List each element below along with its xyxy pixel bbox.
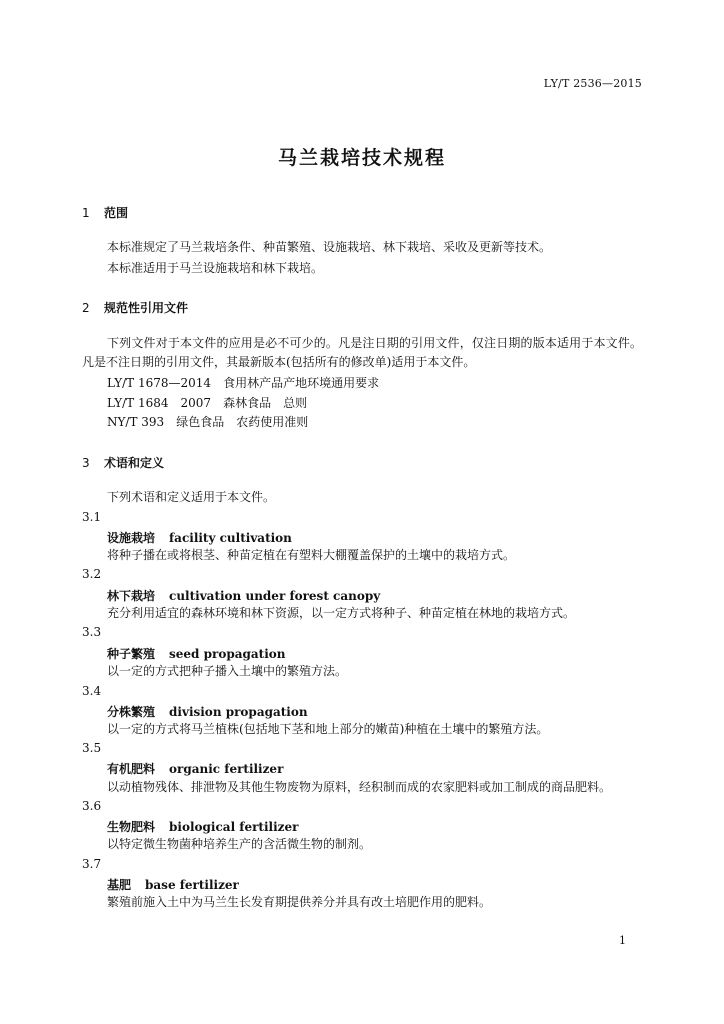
term-number: 3.4 [82,684,102,698]
term-heading [107,876,239,893]
term-en: division propagation [169,705,308,719]
term-en: seed propagation [169,647,286,661]
term-zh: 林下栽培 [107,589,156,603]
term-number: 3.5 [82,741,102,755]
term-definition: 以一定的方式将马兰植株(包括地下茎和地上部分的嫩苗)种植在土壤中的繁殖方法。 [107,722,549,736]
term-zh: 有机肥料 [107,762,156,776]
term-number: 3.7 [82,857,102,871]
term-number: 3.1 [82,510,102,524]
term-definition: 以一定的方式把种子播入土壤中的繁殖方法。 [107,664,348,678]
term-en: base fertilizer [145,878,239,892]
section-title: 术语和定义 [104,456,165,470]
term-definition: 以特定微生物菌种培养生产的含活微生物的制剂。 [107,837,372,851]
term-heading [107,818,298,835]
term-zh: 基肥 [107,878,132,892]
term-heading [107,587,380,604]
term-en: cultivation under forest canopy [169,589,381,603]
term-definition: 繁殖前施入土中为马兰生长发育期提供养分并具有改土培肥作用的肥料。 [107,895,492,909]
term-en: organic fertilizer [169,762,284,776]
section-number: 3 [82,456,90,470]
section-number: 2 [82,301,90,315]
section-3-heading [82,454,164,471]
terms-intro: 下列术语和定义适用于本文件。 [107,490,276,504]
section-2-heading [82,299,188,316]
term-definition: 以动植物残体、排泄物及其他生物废物为原料，经积制而成的农家肥料或加工制成的商品肥料。 [107,780,612,794]
document-title: 马兰栽培技术规程 [277,147,446,169]
standard-code: LY/T 2536—2015 [543,77,642,90]
term-number: 3.6 [82,799,102,813]
term-zh: 生物肥料 [107,820,156,834]
scope-line-2: 本标准适用于马兰设施栽培和林下栽培。 [107,261,324,275]
term-definition: 将种子播在或将根茎、种苗定植在有塑料大棚覆盖保护的土壤中的栽培方式。 [107,548,516,562]
term-heading [107,645,286,662]
scope-line-1: 本标准规定了马兰栽培条件、种苗繁殖、设施栽培、林下栽培、采收及更新等技术。 [107,240,552,254]
term-zh: 分株繁殖 [107,705,156,719]
reference-item: LY/T 1678—2014 食用林产品产地环境通用要求 [107,376,380,390]
term-heading [107,529,292,546]
term-en: biological fertilizer [169,820,299,834]
term-definition: 充分利用适宜的森林环境和林下资源，以一定方式将种子、种苗定植在林地的栽培方式。 [107,606,576,620]
normative-references-paragraph: 下列文件对于本文件的应用是必不可少的。凡是注日期的引用文件，仅注日期的版本适用于本文件。凡是不注日期的引用文件，其最新版本(包括所有的修改单)适用于本文件。 [82,336,642,369]
section-title: 范围 [104,206,129,220]
section-number: 1 [82,206,90,220]
reference-item: LY/T 1684 2007 森林食品 总则 [107,396,308,410]
section-title: 规范性引用文件 [104,301,189,315]
page-number: 1 [619,934,626,947]
term-heading [107,703,308,720]
term-zh: 种子繁殖 [107,647,156,661]
term-heading [107,760,283,777]
term-en: facility cultivation [169,531,292,545]
reference-item: NY/T 393 绿色食品 农药使用准则 [107,415,309,429]
term-number: 3.2 [82,567,102,581]
section-1-heading [82,204,128,221]
term-zh: 设施栽培 [107,531,156,545]
term-number: 3.3 [82,625,102,639]
